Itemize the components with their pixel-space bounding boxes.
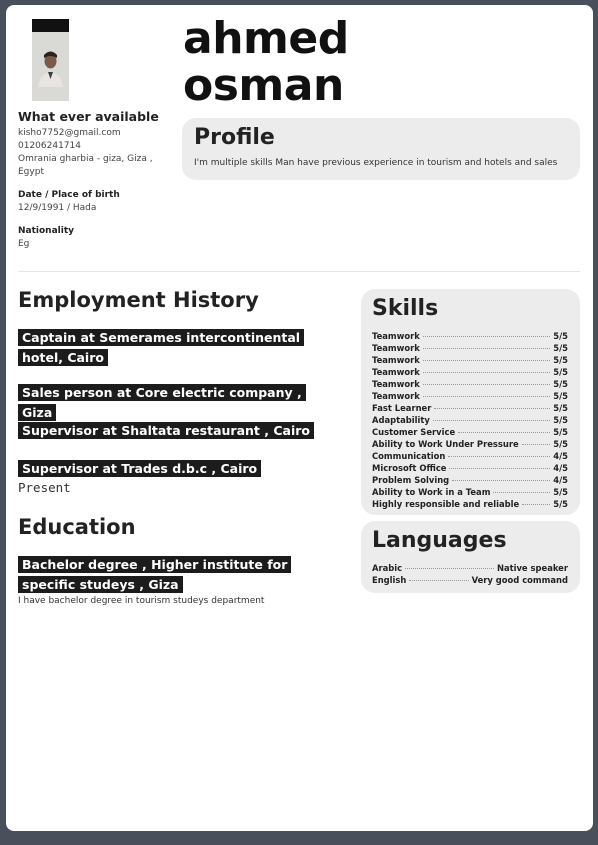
language-item-name: English — [372, 575, 407, 585]
dotted-leader — [522, 504, 550, 505]
dotted-leader — [458, 432, 550, 433]
dotted-leader — [405, 568, 494, 569]
skill-item — [372, 366, 568, 378]
skill-item-name: Teamwork — [372, 391, 420, 401]
section-divider — [18, 271, 580, 272]
profile-card — [182, 118, 580, 180]
skill-item-name: Teamwork — [372, 379, 420, 389]
skill-item-level: 5/5 — [553, 415, 568, 425]
skill-item — [372, 438, 568, 450]
skill-item — [372, 330, 568, 342]
skill-item-level: 5/5 — [553, 499, 568, 509]
skills-heading: Skills — [372, 296, 439, 321]
skill-item-level: 5/5 — [553, 379, 568, 389]
dotted-leader — [433, 420, 550, 421]
skill-item-name: Teamwork — [372, 343, 420, 353]
skill-item-level: 5/5 — [553, 391, 568, 401]
skills-card — [361, 289, 580, 515]
languages-list — [372, 562, 568, 586]
resume-page — [6, 5, 593, 831]
skill-item — [372, 378, 568, 390]
education-note: I have bachelor degree in tourism studeys department — [18, 596, 265, 606]
skill-item-level: 5/5 — [553, 427, 568, 437]
job-entry — [18, 327, 336, 367]
dotted-leader — [409, 580, 468, 581]
skill-item-name: Adaptability — [372, 415, 430, 425]
skill-item-name: Problem Solving — [372, 475, 450, 485]
skill-item-level: 5/5 — [553, 343, 568, 353]
skill-item — [372, 474, 568, 486]
skill-item — [372, 462, 568, 474]
skill-item-name: Teamwork — [372, 367, 420, 377]
address-line-2: Egypt — [18, 167, 44, 177]
job-entry — [18, 382, 336, 422]
skill-item — [372, 414, 568, 426]
skill-item-name: Ability to Work Under Pressure — [372, 439, 519, 449]
degree-title: Bachelor degree , Higher institute for specific studeys , Giza — [18, 556, 291, 593]
profile-photo — [32, 19, 69, 101]
skill-item-level: 5/5 — [553, 367, 568, 377]
education-entry — [18, 554, 336, 594]
skills-list — [372, 330, 568, 510]
skill-item-level: 5/5 — [553, 403, 568, 413]
skill-item-name: Fast Learner — [372, 403, 432, 413]
skill-item-name: Microsoft Office — [372, 463, 447, 473]
skill-item-level: 5/5 — [553, 439, 568, 449]
skill-item — [372, 486, 568, 498]
job-title: What ever available — [18, 109, 159, 124]
dob-value: 12/9/1991 / Hada — [18, 203, 97, 213]
dob-label: Date / Place of birth — [18, 190, 120, 200]
skill-item-level: 5/5 — [553, 331, 568, 341]
skill-item-name: Communication — [372, 451, 446, 461]
skill-item-name: Teamwork — [372, 331, 420, 341]
dotted-leader — [452, 480, 550, 481]
skill-item-name: Highly responsible and reliable — [372, 499, 520, 509]
first-name: ahmed — [183, 13, 349, 64]
employment-heading: Employment History — [18, 288, 259, 312]
dotted-leader — [423, 360, 550, 361]
dotted-leader — [423, 384, 550, 385]
language-item — [372, 562, 568, 574]
job-title: Captain at Semerames intercontinental hotel, Cairo — [18, 329, 304, 366]
person-photo-icon — [32, 39, 69, 101]
address-line-1: Omrania gharbia - giza, Giza , — [18, 154, 153, 164]
dotted-leader — [423, 372, 550, 373]
languages-card — [361, 521, 580, 593]
job-entry — [18, 458, 336, 478]
profile-text: I'm multiple skills Man have previous experience in tourism and hotels and sales — [194, 158, 558, 168]
dotted-leader — [423, 348, 550, 349]
dotted-leader — [423, 396, 550, 397]
dotted-leader — [434, 408, 550, 409]
education-heading: Education — [18, 515, 136, 539]
nationality-label: Nationality — [18, 226, 74, 236]
job-title: Supervisor at Trades d.b.c , Cairo — [18, 460, 261, 477]
skill-item — [372, 402, 568, 414]
skill-item-level: 4/5 — [553, 451, 568, 461]
language-item-name: Arabic — [372, 563, 403, 573]
language-item-level: Very good command — [471, 575, 568, 585]
skill-item-name: Ability to Work in a Team — [372, 487, 491, 497]
profile-heading: Profile — [194, 125, 275, 150]
skill-item — [372, 426, 568, 438]
skill-item — [372, 390, 568, 402]
job-entry — [18, 420, 336, 440]
last-name: osman — [183, 60, 344, 111]
photo-top-bar — [32, 19, 69, 32]
present-label: Present — [18, 480, 71, 495]
job-title: Sales person at Core electric company , Giza — [18, 384, 306, 421]
skill-item — [372, 450, 568, 462]
skill-item — [372, 342, 568, 354]
email: kisho7752@gmail.com — [18, 128, 121, 138]
skill-item-level: 5/5 — [553, 355, 568, 365]
skill-item-level: 5/5 — [553, 487, 568, 497]
skill-item-level: 4/5 — [553, 475, 568, 485]
dotted-leader — [522, 444, 551, 445]
skill-item-level: 4/5 — [553, 463, 568, 473]
phone: 01206241714 — [18, 141, 81, 151]
languages-heading: Languages — [372, 528, 507, 553]
dotted-leader — [448, 456, 550, 457]
dotted-leader — [493, 492, 550, 493]
skill-item-name: Teamwork — [372, 355, 420, 365]
language-item — [372, 574, 568, 586]
language-item-level: Native speaker — [496, 563, 568, 573]
skill-item-name: Customer Service — [372, 427, 456, 437]
full-name — [183, 15, 349, 109]
skill-item — [372, 354, 568, 366]
job-title: Supervisor at Shaltata restaurant , Cairo — [18, 422, 314, 439]
dotted-leader — [423, 336, 550, 337]
skill-item — [372, 498, 568, 510]
contact-section — [18, 109, 178, 251]
dotted-leader — [449, 468, 550, 469]
nationality-value: Eg — [18, 239, 30, 249]
